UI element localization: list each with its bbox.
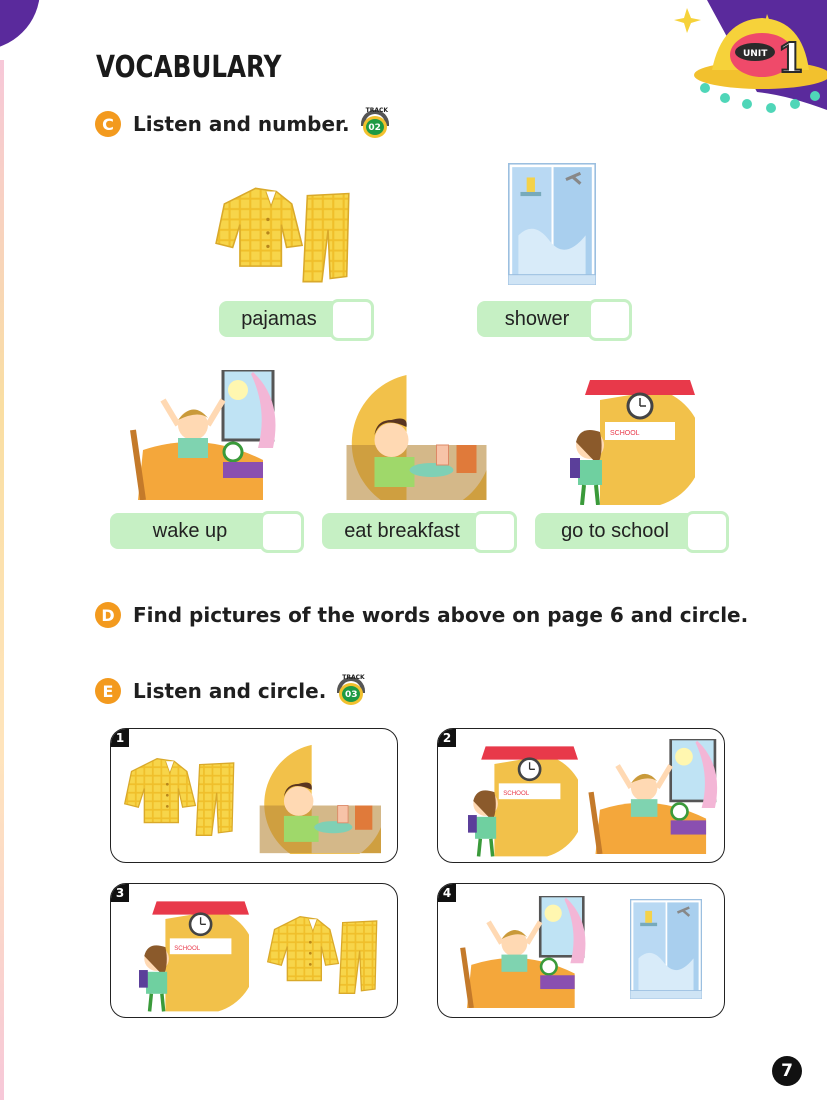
section-e-instruction: Listen and circle. [133, 679, 327, 703]
section-e-heading [95, 674, 368, 705]
number-box-wake-up[interactable] [260, 511, 304, 553]
pajamas-picture [214, 180, 354, 290]
page-title: VOCABULARY [96, 50, 282, 85]
exercise-number: 4 [438, 884, 456, 902]
number-box-pajamas[interactable] [330, 299, 374, 341]
section-e-letter: E [95, 678, 121, 704]
section-d-letter: D [95, 602, 121, 628]
unit-number: 1 [777, 35, 805, 82]
choice-pajamas-picture[interactable] [266, 909, 381, 1001]
number-box-go-to-school[interactable] [685, 511, 729, 553]
word-pajamas-label: pajamas [219, 301, 339, 337]
page-number: 7 [772, 1056, 802, 1086]
choice-pajamas-picture[interactable] [123, 751, 238, 843]
shower-picture [508, 163, 596, 285]
go-to-school-picture [570, 370, 695, 505]
section-c-instruction: Listen and number. [133, 112, 350, 136]
word-go-to-school-label: go to school [535, 513, 695, 549]
section-c-heading [95, 107, 392, 138]
choice-wake-up-picture[interactable] [588, 739, 718, 854]
wake-up-picture [128, 370, 278, 500]
eat-breakfast-picture [334, 375, 489, 500]
section-c-letter: C [95, 111, 121, 137]
unit-badge [667, 0, 827, 125]
exercise-number: 1 [111, 729, 129, 747]
word-eat-breakfast [322, 511, 517, 551]
choice-eat-breakfast-picture[interactable] [251, 744, 381, 854]
exercise-number: 3 [111, 884, 129, 902]
word-shower-label: shower [477, 301, 597, 337]
audio-track-icon[interactable] [358, 107, 392, 138]
track-label: TRACK [342, 674, 365, 681]
number-box-eat-breakfast[interactable] [473, 511, 517, 553]
corner-decoration [0, 0, 40, 50]
audio-track-icon[interactable] [334, 674, 368, 705]
word-eat-breakfast-label: eat breakfast [322, 513, 482, 549]
exercise-item-4 [437, 883, 725, 1018]
track-label: TRACK [365, 107, 389, 114]
page-edge-strip [0, 60, 4, 1100]
unit-label: UNIT [743, 49, 768, 59]
word-shower [477, 299, 632, 339]
choice-go-to-school-picture[interactable] [139, 892, 249, 1012]
exercise-number: 2 [438, 729, 456, 747]
exercise-item-3 [110, 883, 398, 1018]
word-go-to-school [535, 511, 729, 551]
section-d-heading [95, 602, 748, 628]
choice-wake-up-picture[interactable] [458, 896, 588, 1008]
section-d-instruction: Find pictures of the words above on page 6 and circle. [133, 603, 749, 627]
exercise-item-2 [437, 728, 725, 863]
word-pajamas [219, 299, 374, 339]
number-box-shower[interactable] [588, 299, 632, 341]
word-wake-up-label: wake up [110, 513, 270, 549]
exercise-item-1 [110, 728, 398, 863]
track-number: 02 [363, 116, 387, 138]
track-number: 03 [339, 683, 363, 705]
word-wake-up [110, 511, 304, 551]
choice-shower-picture[interactable] [630, 899, 702, 999]
choice-go-to-school-picture[interactable] [468, 737, 578, 857]
